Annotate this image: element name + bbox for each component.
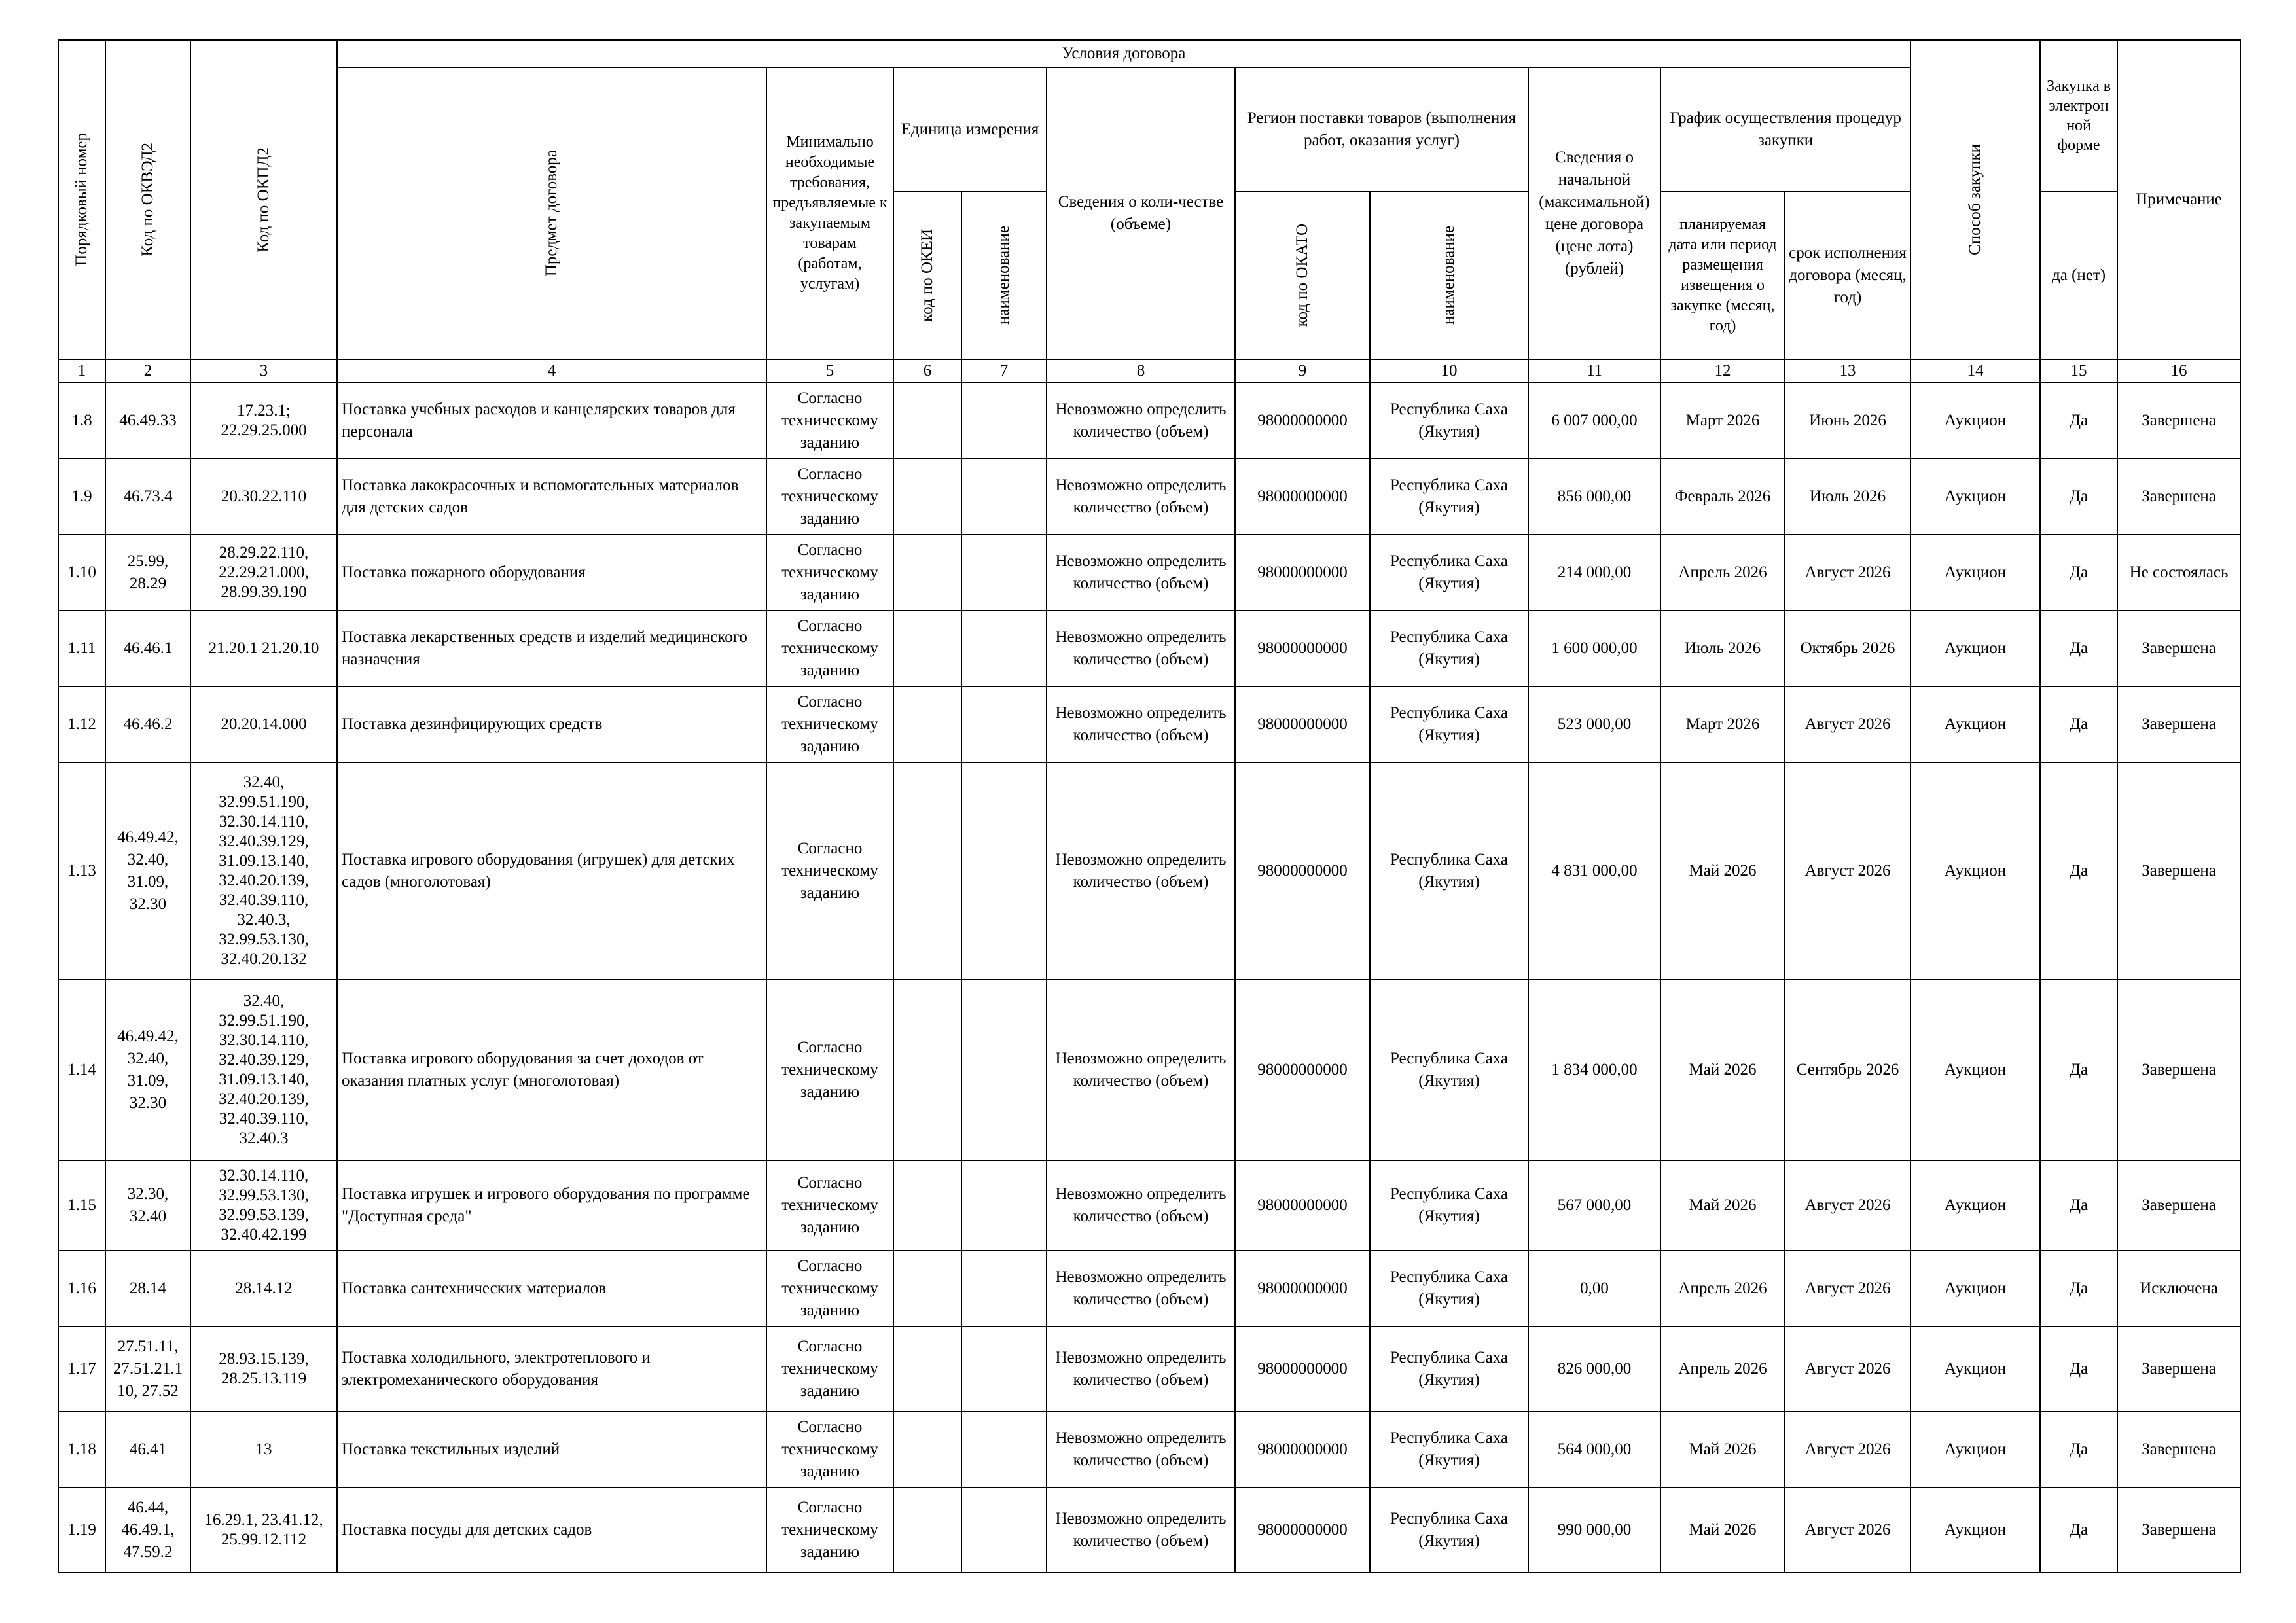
header-col-12: планируемая дата или период размещения извещения о закупке (месяц, год): [1660, 192, 1785, 359]
region-name-cell: Республика Саха (Якутия): [1370, 1251, 1528, 1327]
requirements-cell: Согласно техническому заданию: [766, 459, 893, 535]
table-body: [58, 383, 2240, 1573]
row-number-cell: 1.8: [58, 383, 105, 459]
price-cell: 826 000,00: [1528, 1327, 1660, 1412]
quantity-cell: Невозможно определить количество (объем): [1047, 1488, 1235, 1573]
column-number-cell: 14: [1910, 359, 2040, 383]
header-col-1: Порядковый номер: [58, 40, 105, 359]
column-number-cell: 1: [58, 359, 105, 383]
price-cell: 856 000,00: [1528, 459, 1660, 535]
contract-term-cell: Август 2026: [1785, 1251, 1910, 1327]
quantity-cell: Невозможно определить количество (объем): [1047, 383, 1235, 459]
header-col-11: Сведения о начальной (максимальной) цене договора (цене лота) (рублей): [1528, 67, 1660, 359]
region-name-cell: Республика Саха (Якутия): [1370, 1412, 1528, 1488]
row-number-cell: 1.11: [58, 611, 105, 687]
okpd-code-cell: 28.29.22.110, 22.29.21.000, 28.99.39.190: [190, 535, 337, 611]
price-cell: 564 000,00: [1528, 1412, 1660, 1488]
unit-name-cell: [961, 1488, 1047, 1573]
electronic-form-cell: Да: [2040, 1488, 2117, 1573]
okved-code-cell: 28.14: [105, 1251, 190, 1327]
column-number-cell: 13: [1785, 359, 1910, 383]
okato-code-cell: 98000000000: [1235, 383, 1370, 459]
electronic-form-cell: Да: [2040, 687, 2117, 762]
table-row: [58, 1251, 2240, 1327]
okei-code-cell: [893, 1160, 961, 1251]
notice-date-cell: Апрель 2026: [1660, 1251, 1785, 1327]
header-region-group: Регион поставки товаров (выполнения работ, оказания услуг): [1235, 67, 1528, 192]
region-name-cell: Республика Саха (Якутия): [1370, 459, 1528, 535]
procurement-method-cell: Аукцион: [1910, 762, 2040, 980]
price-cell: 4 831 000,00: [1528, 762, 1660, 980]
header-col-13: срок исполнения договора (месяц, год): [1785, 192, 1910, 359]
contract-subject-cell: Поставка холодильного, электротеплового и электромеханического оборудования: [337, 1327, 766, 1412]
table-row: [58, 611, 2240, 687]
note-cell: Завершена: [2117, 459, 2240, 535]
row-number-cell: 1.9: [58, 459, 105, 535]
okato-code-cell: 98000000000: [1235, 1251, 1370, 1327]
quantity-cell: Невозможно определить количество (объем): [1047, 980, 1235, 1160]
okved-code-cell: 46.49.42, 32.40, 31.09, 32.30: [105, 980, 190, 1160]
procurement-method-cell: Аукцион: [1910, 1327, 2040, 1412]
unit-name-cell: [961, 687, 1047, 762]
requirements-cell: Согласно техническому заданию: [766, 383, 893, 459]
okved-code-cell: 46.46.1: [105, 611, 190, 687]
procurement-method-cell: Аукцион: [1910, 535, 2040, 611]
procurement-method-cell: Аукцион: [1910, 611, 2040, 687]
procurement-method-cell: Аукцион: [1910, 1488, 2040, 1573]
procurement-method-cell: Аукцион: [1910, 459, 2040, 535]
table-row: [58, 535, 2240, 611]
unit-name-cell: [961, 383, 1047, 459]
electronic-form-cell: Да: [2040, 611, 2117, 687]
okei-code-cell: [893, 1412, 961, 1488]
electronic-form-cell: Да: [2040, 980, 2117, 1160]
contract-term-cell: Сентябрь 2026: [1785, 980, 1910, 1160]
notice-date-cell: Март 2026: [1660, 383, 1785, 459]
requirements-cell: Согласно техническому заданию: [766, 1251, 893, 1327]
region-name-cell: Республика Саха (Якутия): [1370, 611, 1528, 687]
row-number-cell: 1.17: [58, 1327, 105, 1412]
okato-code-cell: 98000000000: [1235, 611, 1370, 687]
contract-subject-cell: Поставка посуды для детских садов: [337, 1488, 766, 1573]
contract-term-cell: Август 2026: [1785, 535, 1910, 611]
electronic-form-cell: Да: [2040, 383, 2117, 459]
price-cell: 6 007 000,00: [1528, 383, 1660, 459]
electronic-form-cell: Да: [2040, 1412, 2117, 1488]
electronic-form-cell: Да: [2040, 459, 2117, 535]
region-name-cell: Республика Саха (Якутия): [1370, 1160, 1528, 1251]
quantity-cell: Невозможно определить количество (объем): [1047, 535, 1235, 611]
okato-code-cell: 98000000000: [1235, 980, 1370, 1160]
notice-date-cell: Апрель 2026: [1660, 535, 1785, 611]
quantity-cell: Невозможно определить количество (объем): [1047, 687, 1235, 762]
procurement-plan-table: [58, 39, 2241, 1573]
requirements-cell: Согласно техническому заданию: [766, 1488, 893, 1573]
okved-code-cell: 46.49.42, 32.40, 31.09, 32.30: [105, 762, 190, 980]
note-cell: Завершена: [2117, 762, 2240, 980]
column-number-cell: 9: [1235, 359, 1370, 383]
contract-subject-cell: Поставка учебных расходов и канцелярских товаров для персонала: [337, 383, 766, 459]
electronic-form-cell: Да: [2040, 1160, 2117, 1251]
okei-code-cell: [893, 980, 961, 1160]
notice-date-cell: Февраль 2026: [1660, 459, 1785, 535]
unit-name-cell: [961, 1327, 1047, 1412]
okpd-code-cell: 21.20.1 21.20.10: [190, 611, 337, 687]
price-cell: 523 000,00: [1528, 687, 1660, 762]
unit-name-cell: [961, 980, 1047, 1160]
column-number-cell: 2: [105, 359, 190, 383]
note-cell: Завершена: [2117, 687, 2240, 762]
contract-term-cell: Октябрь 2026: [1785, 611, 1910, 687]
table-row: [58, 459, 2240, 535]
table-row: [58, 1160, 2240, 1251]
procurement-method-cell: Аукцион: [1910, 1251, 2040, 1327]
region-name-cell: Республика Саха (Якутия): [1370, 535, 1528, 611]
region-name-cell: Республика Саха (Якутия): [1370, 762, 1528, 980]
okved-code-cell: 46.46.2: [105, 687, 190, 762]
okved-code-cell: 27.51.11, 27.51.21.1 10, 27.52: [105, 1327, 190, 1412]
price-cell: 1 834 000,00: [1528, 980, 1660, 1160]
region-name-cell: Республика Саха (Якутия): [1370, 1327, 1528, 1412]
okei-code-cell: [893, 535, 961, 611]
header-schedule-group: График осуществления процедур закупки: [1660, 67, 1910, 192]
contract-term-cell: Июнь 2026: [1785, 383, 1910, 459]
procurement-method-cell: Аукцион: [1910, 980, 2040, 1160]
okpd-code-cell: 32.40, 32.99.51.190, 32.30.14.110, 32.40.39.129, 31.09.13.140, 32.40.20.139, 32.40.39.110, 32.40.3: [190, 980, 337, 1160]
column-number-row: [58, 359, 2240, 383]
row-number-cell: 1.12: [58, 687, 105, 762]
okei-code-cell: [893, 611, 961, 687]
note-cell: Завершена: [2117, 611, 2240, 687]
note-cell: Завершена: [2117, 1488, 2240, 1573]
column-number-cell: 11: [1528, 359, 1660, 383]
table-row: [58, 980, 2240, 1160]
header-col-8: Сведения о коли-честве (объеме): [1047, 67, 1235, 359]
notice-date-cell: Апрель 2026: [1660, 1327, 1785, 1412]
electronic-form-cell: Да: [2040, 1327, 2117, 1412]
okei-code-cell: [893, 687, 961, 762]
okato-code-cell: 98000000000: [1235, 1488, 1370, 1573]
okato-code-cell: 98000000000: [1235, 687, 1370, 762]
column-number-cell: 16: [2117, 359, 2240, 383]
header-col-14: Способ закупки: [1910, 40, 2040, 359]
okato-code-cell: 98000000000: [1235, 1412, 1370, 1488]
price-cell: 990 000,00: [1528, 1488, 1660, 1573]
row-number-cell: 1.13: [58, 762, 105, 980]
region-name-cell: Республика Саха (Якутия): [1370, 980, 1528, 1160]
contract-subject-cell: Поставка текстильных изделий: [337, 1412, 766, 1488]
okei-code-cell: [893, 1327, 961, 1412]
unit-name-cell: [961, 1412, 1047, 1488]
electronic-form-cell: Да: [2040, 1251, 2117, 1327]
header-col-16: Примечание: [2117, 40, 2240, 359]
row-number-cell: 1.19: [58, 1488, 105, 1573]
row-number-cell: 1.10: [58, 535, 105, 611]
okved-code-cell: 46.41: [105, 1412, 190, 1488]
quantity-cell: Невозможно определить количество (объем): [1047, 1327, 1235, 1412]
contract-term-cell: Июль 2026: [1785, 459, 1910, 535]
notice-date-cell: Май 2026: [1660, 762, 1785, 980]
contract-subject-cell: Поставка игрушек и игрового оборудования по программе "Доступная среда": [337, 1160, 766, 1251]
okpd-code-cell: 13: [190, 1412, 337, 1488]
unit-name-cell: [961, 1251, 1047, 1327]
note-cell: Завершена: [2117, 1160, 2240, 1251]
note-cell: Завершена: [2117, 1412, 2240, 1488]
okei-code-cell: [893, 762, 961, 980]
header-col-15: да (нет): [2040, 192, 2117, 359]
okato-code-cell: 98000000000: [1235, 1327, 1370, 1412]
contract-subject-cell: Поставка игрового оборудования за счет доходов от оказания платных услуг (многолотовая): [337, 980, 766, 1160]
notice-date-cell: Май 2026: [1660, 1488, 1785, 1573]
header-col-15-group: Закупка в электрон ной форме: [2040, 40, 2117, 192]
contract-term-cell: Август 2026: [1785, 1160, 1910, 1251]
header-col-2: Код по ОКВЭД2: [105, 40, 190, 359]
procurement-method-cell: Аукцион: [1910, 383, 2040, 459]
procurement-plan-sheet: [58, 39, 2240, 1573]
contract-subject-cell: Поставка лакокрасочных и вспомогательных материалов для детских садов: [337, 459, 766, 535]
contract-term-cell: Август 2026: [1785, 762, 1910, 980]
okpd-code-cell: 28.93.15.139, 28.25.13.119: [190, 1327, 337, 1412]
requirements-cell: Согласно техническому заданию: [766, 1327, 893, 1412]
okved-code-cell: 32.30, 32.40: [105, 1160, 190, 1251]
row-number-cell: 1.15: [58, 1160, 105, 1251]
requirements-cell: Согласно техническому заданию: [766, 535, 893, 611]
header-col-7: наименование: [961, 192, 1047, 359]
header-col-5: Минимально необходимые требования, предъявляемые к закупаемым товарам (работам, услугам): [766, 67, 893, 359]
column-number-cell: 4: [337, 359, 766, 383]
okei-code-cell: [893, 1251, 961, 1327]
contract-term-cell: Август 2026: [1785, 1488, 1910, 1573]
contract-subject-cell: Поставка дезинфицирующих средств: [337, 687, 766, 762]
quantity-cell: Невозможно определить количество (объем): [1047, 1160, 1235, 1251]
region-name-cell: Республика Саха (Якутия): [1370, 383, 1528, 459]
column-number-cell: 15: [2040, 359, 2117, 383]
header-col-4: Предмет договора: [337, 67, 766, 359]
electronic-form-cell: Да: [2040, 762, 2117, 980]
header-col-9: код по ОКАТО: [1235, 192, 1370, 359]
column-number-cell: 3: [190, 359, 337, 383]
quantity-cell: Невозможно определить количество (объем): [1047, 459, 1235, 535]
quantity-cell: Невозможно определить количество (объем): [1047, 762, 1235, 980]
okpd-code-cell: 32.30.14.110, 32.99.53.130, 32.99.53.139, 32.40.42.199: [190, 1160, 337, 1251]
unit-name-cell: [961, 1160, 1047, 1251]
okato-code-cell: 98000000000: [1235, 762, 1370, 980]
okpd-code-cell: 28.14.12: [190, 1251, 337, 1327]
notice-date-cell: Май 2026: [1660, 1412, 1785, 1488]
procurement-method-cell: Аукцион: [1910, 1412, 2040, 1488]
quantity-cell: Невозможно определить количество (объем): [1047, 611, 1235, 687]
okved-code-cell: 25.99, 28.29: [105, 535, 190, 611]
note-cell: Завершена: [2117, 383, 2240, 459]
header-col-10: наименование: [1370, 192, 1528, 359]
okved-code-cell: 46.73.4: [105, 459, 190, 535]
okato-code-cell: 98000000000: [1235, 1160, 1370, 1251]
okved-code-cell: 46.44, 46.49.1, 47.59.2: [105, 1488, 190, 1573]
price-cell: 567 000,00: [1528, 1160, 1660, 1251]
column-number-cell: 8: [1047, 359, 1235, 383]
table-row: [58, 762, 2240, 980]
okpd-code-cell: 20.30.22.110: [190, 459, 337, 535]
table-row: [58, 1327, 2240, 1412]
requirements-cell: Согласно техническому заданию: [766, 1412, 893, 1488]
note-cell: Завершена: [2117, 980, 2240, 1160]
notice-date-cell: Март 2026: [1660, 687, 1785, 762]
price-cell: 0,00: [1528, 1251, 1660, 1327]
requirements-cell: Согласно техническому заданию: [766, 687, 893, 762]
requirements-cell: Согласно техническому заданию: [766, 762, 893, 980]
row-number-cell: 1.18: [58, 1412, 105, 1488]
quantity-cell: Невозможно определить количество (объем): [1047, 1412, 1235, 1488]
okpd-code-cell: 16.29.1, 23.41.12, 25.99.12.112: [190, 1488, 337, 1573]
header-unit-group: Единица измерения: [893, 67, 1047, 192]
contract-term-cell: Август 2026: [1785, 1412, 1910, 1488]
requirements-cell: Согласно техническому заданию: [766, 980, 893, 1160]
contract-subject-cell: Поставка пожарного оборудования: [337, 535, 766, 611]
okpd-code-cell: 32.40, 32.99.51.190, 32.30.14.110, 32.40.39.129, 31.09.13.140, 32.40.20.139, 32.40.39.110, 32.40.3, 32.99.53.130, 32.40.20.132: [190, 762, 337, 980]
notice-date-cell: Июль 2026: [1660, 611, 1785, 687]
header-col-6: код по ОКЕИ: [893, 192, 961, 359]
okei-code-cell: [893, 383, 961, 459]
unit-name-cell: [961, 611, 1047, 687]
notice-date-cell: Май 2026: [1660, 1160, 1785, 1251]
price-cell: 214 000,00: [1528, 535, 1660, 611]
okei-code-cell: [893, 1488, 961, 1573]
requirements-cell: Согласно техническому заданию: [766, 611, 893, 687]
okato-code-cell: 98000000000: [1235, 535, 1370, 611]
okpd-code-cell: 20.20.14.000: [190, 687, 337, 762]
region-name-cell: Республика Саха (Якутия): [1370, 1488, 1528, 1573]
region-name-cell: Республика Саха (Якутия): [1370, 687, 1528, 762]
column-number-cell: 6: [893, 359, 961, 383]
unit-name-cell: [961, 535, 1047, 611]
contract-subject-cell: Поставка игрового оборудования (игрушек) для детских садов (многолотовая): [337, 762, 766, 980]
table-row: [58, 1412, 2240, 1488]
column-number-cell: 10: [1370, 359, 1528, 383]
procurement-method-cell: Аукцион: [1910, 687, 2040, 762]
table-header: [58, 40, 2240, 383]
okved-code-cell: 46.49.33: [105, 383, 190, 459]
okpd-code-cell: 17.23.1; 22.29.25.000: [190, 383, 337, 459]
quantity-cell: Невозможно определить количество (объем): [1047, 1251, 1235, 1327]
table-row: [58, 1488, 2240, 1573]
procurement-method-cell: Аукцион: [1910, 1160, 2040, 1251]
note-cell: Исключена: [2117, 1251, 2240, 1327]
okei-code-cell: [893, 459, 961, 535]
table-row: [58, 383, 2240, 459]
column-number-cell: 12: [1660, 359, 1785, 383]
note-cell: Не состоялась: [2117, 535, 2240, 611]
contract-term-cell: Август 2026: [1785, 1327, 1910, 1412]
contract-term-cell: Август 2026: [1785, 687, 1910, 762]
requirements-cell: Согласно техническому заданию: [766, 1160, 893, 1251]
header-contract-conditions: Условия договора: [337, 40, 1910, 67]
unit-name-cell: [961, 762, 1047, 980]
price-cell: 1 600 000,00: [1528, 611, 1660, 687]
note-cell: Завершена: [2117, 1327, 2240, 1412]
contract-subject-cell: Поставка лекарственных средств и изделий медицинского назначения: [337, 611, 766, 687]
okato-code-cell: 98000000000: [1235, 459, 1370, 535]
column-number-cell: 7: [961, 359, 1047, 383]
column-number-cell: 5: [766, 359, 893, 383]
electronic-form-cell: Да: [2040, 535, 2117, 611]
row-number-cell: 1.14: [58, 980, 105, 1160]
unit-name-cell: [961, 459, 1047, 535]
contract-subject-cell: Поставка сантехнических материалов: [337, 1251, 766, 1327]
row-number-cell: 1.16: [58, 1251, 105, 1327]
notice-date-cell: Май 2026: [1660, 980, 1785, 1160]
header-col-3: Код по ОКПД2: [190, 40, 337, 359]
table-row: [58, 687, 2240, 762]
